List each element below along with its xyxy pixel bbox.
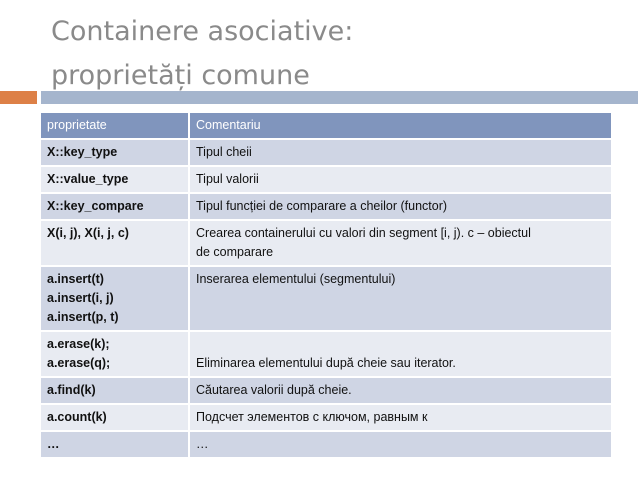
property-cell-line: X::key_compare bbox=[47, 199, 144, 213]
table-row bbox=[41, 266, 611, 331]
property-cell-line: a.count(k) bbox=[47, 410, 107, 424]
property-cell-line: a.insert(i, j) bbox=[47, 291, 114, 305]
comment-cell bbox=[189, 431, 611, 458]
comment-cell bbox=[189, 266, 611, 331]
property-cell-line: … bbox=[47, 437, 60, 451]
column-header-property: proprietate bbox=[41, 113, 189, 139]
table-header-row bbox=[41, 113, 611, 139]
property-cell bbox=[41, 193, 189, 220]
slide-title bbox=[51, 10, 353, 98]
property-cell bbox=[41, 404, 189, 431]
slide-title-line-1: Containere asociative: bbox=[51, 16, 354, 47]
property-cell-line: a.find(k) bbox=[47, 383, 96, 397]
comment-cell bbox=[189, 166, 611, 193]
property-cell bbox=[41, 220, 189, 266]
comment-cell-line: Căutarea valorii după cheie. bbox=[196, 383, 352, 397]
table-row bbox=[41, 404, 611, 431]
comment-cell bbox=[189, 331, 611, 377]
property-cell bbox=[41, 139, 189, 166]
table-row bbox=[41, 166, 611, 193]
accent-bar-blue bbox=[41, 91, 638, 104]
comment-cell-line: Crearea containerului cu valori din segment [i, j). c – obiectul bbox=[196, 226, 531, 240]
table-row bbox=[41, 193, 611, 220]
property-cell-line: X::value_type bbox=[47, 172, 129, 186]
property-cell-line: a.insert(t) bbox=[47, 272, 104, 286]
property-cell bbox=[41, 377, 189, 404]
property-cell-line: a.insert(p, t) bbox=[47, 310, 119, 324]
comment-cell-line: Inserarea elementului (segmentului) bbox=[196, 272, 396, 286]
table-row bbox=[41, 139, 611, 166]
property-cell-line: a.erase(k); bbox=[47, 337, 110, 351]
comment-cell-line: Подсчет элементов с ключом, равным к bbox=[196, 410, 428, 424]
property-cell-line: X::key_type bbox=[47, 145, 118, 159]
property-cell-line: a.erase(q); bbox=[47, 356, 111, 370]
table-row bbox=[41, 220, 611, 266]
property-cell-line: X(i, j), X(i, j, c) bbox=[47, 226, 129, 240]
comment-cell-line: … bbox=[196, 437, 209, 451]
property-cell bbox=[41, 266, 189, 331]
accent-bar-orange bbox=[0, 91, 37, 104]
comment-cell-line bbox=[196, 335, 605, 354]
comment-cell-line: Tipul cheii bbox=[196, 145, 252, 159]
comment-cell-line: Tipul funcției de comparare a cheilor (functor) bbox=[196, 199, 448, 213]
comment-cell bbox=[189, 193, 611, 220]
property-cell bbox=[41, 166, 189, 193]
comment-cell-line: Eliminarea elementului după cheie sau iterator. bbox=[196, 356, 456, 370]
table-row bbox=[41, 431, 611, 458]
comment-cell bbox=[189, 139, 611, 166]
property-cell bbox=[41, 331, 189, 377]
comment-cell bbox=[189, 404, 611, 431]
column-header-comment: Comentariu bbox=[189, 113, 611, 139]
table-row bbox=[41, 377, 611, 404]
property-cell bbox=[41, 431, 189, 458]
properties-table bbox=[41, 113, 611, 459]
table-row bbox=[41, 331, 611, 377]
comment-cell-line: de comparare bbox=[196, 245, 274, 259]
comment-cell bbox=[189, 220, 611, 266]
comment-cell bbox=[189, 377, 611, 404]
comment-cell-line: Tipul valorii bbox=[196, 172, 259, 186]
slide-title-line-2: proprietăți comune bbox=[51, 60, 310, 91]
